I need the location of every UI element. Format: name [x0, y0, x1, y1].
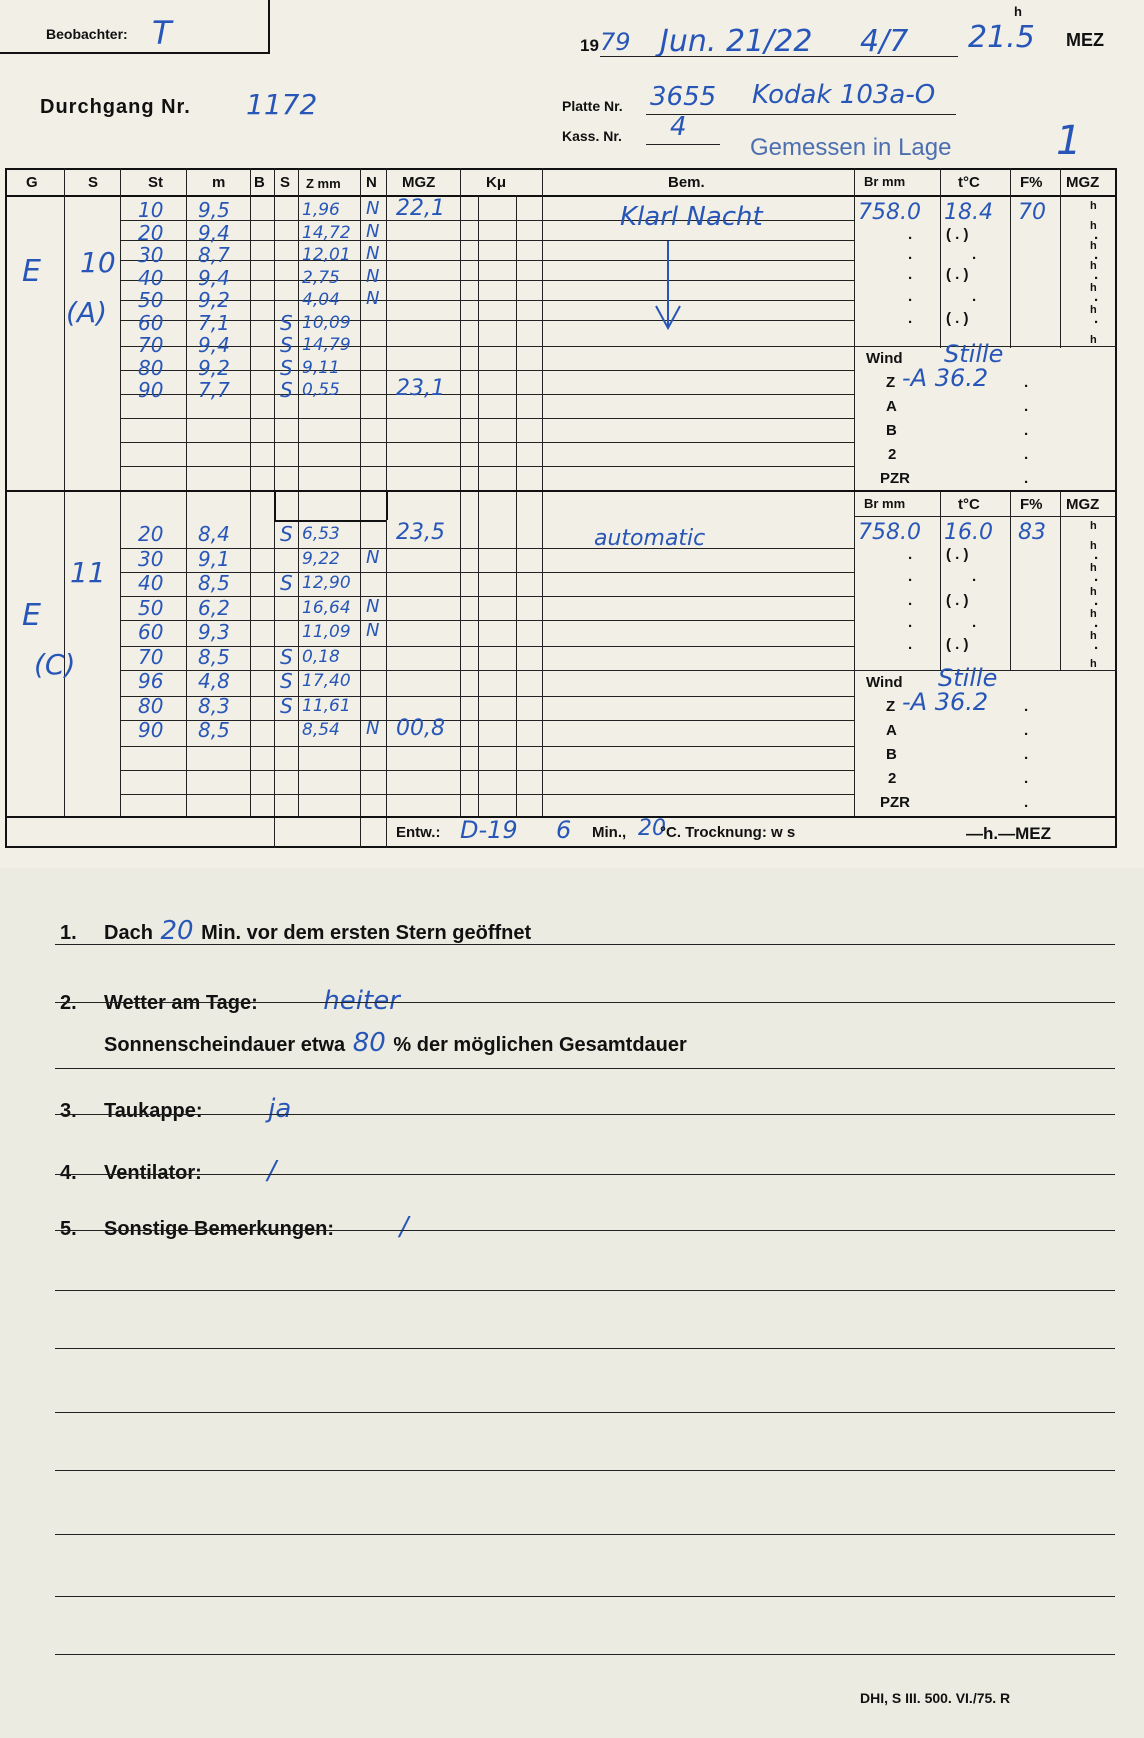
weather-cell-mark: ( . ) — [946, 546, 969, 563]
weather-cell-mark: . — [972, 246, 977, 263]
col-line-mgz — [460, 168, 461, 816]
block1-remark: Klarl Nacht — [620, 202, 763, 232]
weather-cell-mark: h — [1090, 260, 1097, 272]
question-text: Wetter am Tage: — [104, 992, 264, 1014]
cell-n: N — [366, 620, 380, 641]
row-line — [120, 346, 854, 347]
cell-st: 80 — [138, 355, 164, 380]
cell-s: S — [280, 644, 293, 669]
cell-mgz: 22,1 — [396, 196, 445, 221]
wx1-wind-label: Wind — [866, 350, 903, 367]
row-line — [120, 794, 854, 795]
weather-cell-mark: . — [1024, 770, 1029, 787]
cell-s: S — [280, 669, 293, 693]
weather-cell-mark: h — [1090, 608, 1097, 620]
question-text-suffix: % der möglichen Gesamtdauer — [387, 1034, 687, 1056]
plate-value: 3655 — [650, 82, 717, 112]
mez-label: MEZ — [1066, 30, 1104, 50]
cell-z: 9,22 — [302, 548, 340, 569]
wx2-label-a: A — [886, 722, 897, 739]
transit-value: 1172 — [246, 88, 318, 121]
ruled-line — [55, 1230, 1115, 1231]
cell-st: 90 — [138, 718, 164, 742]
wx-col-f — [1010, 168, 1011, 348]
cell-z: 9,11 — [302, 357, 340, 378]
weather-cell-mark: . — [972, 288, 977, 305]
cell-m: 7,7 — [198, 378, 230, 402]
wx1-z-label: Z — [886, 374, 896, 391]
col-line-s — [120, 168, 121, 816]
cell-s: S — [280, 571, 293, 595]
entw-label: Entw.: — [396, 824, 441, 841]
wx2-label-pzr: PZR — [880, 794, 910, 811]
question-answer[interactable]: / — [267, 1156, 277, 1186]
row-line — [120, 720, 854, 721]
cell-n: N — [366, 220, 380, 242]
question-item — [60, 1028, 687, 1058]
question-text-suffix: Min. vor dem ersten Stern geöffnet — [195, 922, 532, 944]
cell-z: 1,96 — [302, 200, 340, 220]
weather-cell-mark: ( . ) — [946, 226, 969, 243]
weather-cell-mark: . — [1024, 698, 1029, 715]
weather-cell-mark: . — [1024, 722, 1029, 739]
question-answer[interactable]: heiter — [323, 986, 400, 1016]
cell-m: 8,5 — [198, 718, 230, 742]
cell-st: 20 — [138, 220, 164, 245]
col-line-k — [542, 168, 543, 816]
col-header-z: Z mm — [306, 176, 341, 191]
block2-remark: automatic — [594, 526, 706, 551]
weather-cell-mark: . — [1094, 592, 1099, 609]
cell-z: 14,79 — [302, 335, 351, 355]
cell-m: 8,5 — [198, 571, 230, 595]
date-value: Jun. 21/22 — [660, 24, 813, 59]
weather-cell-mark: . — [908, 288, 913, 305]
cell-z: 0,55 — [302, 380, 340, 400]
col-line-m — [250, 168, 251, 816]
weather-cell-mark: . — [1094, 288, 1099, 305]
year-suffix: 79 — [600, 28, 631, 56]
weather-cell-mark: . — [908, 636, 913, 653]
cell-z: 12,90 — [302, 573, 351, 593]
weather-cell-mark: . — [908, 246, 913, 263]
cell-z: 10,09 — [302, 312, 351, 333]
observer-value: T — [152, 14, 172, 52]
weather-cell-mark: . — [908, 546, 913, 563]
form-code: DHI, S III. 500. VI./75. R — [860, 1690, 1011, 1706]
cell-st: 60 — [138, 620, 164, 644]
row-line — [120, 280, 854, 281]
cell-st: 20 — [138, 522, 164, 546]
date-underline — [600, 56, 958, 57]
col-line-s2 — [298, 168, 299, 816]
wx2-br: 758.0 — [858, 520, 921, 545]
cell-m: 9,4 — [198, 265, 230, 290]
cell-m: 9,2 — [198, 355, 230, 380]
entw-value: D-19 — [460, 816, 518, 844]
ruled-line — [55, 1654, 1115, 1655]
cell-st: 60 — [138, 310, 164, 335]
cell-st: 50 — [138, 288, 164, 312]
plate-type: Kodak 103a-O — [752, 80, 936, 110]
row-line — [120, 696, 854, 697]
cell-mgz: 00,8 — [396, 716, 445, 741]
cell-st: 90 — [138, 378, 164, 402]
weather-cell-mark: h — [1090, 240, 1097, 252]
row-line — [120, 770, 854, 771]
weather-cell-mark: . — [908, 310, 913, 327]
weather-cell-mark: . — [1024, 746, 1029, 763]
cell-st: 10 — [138, 198, 164, 222]
cell-m: 9,4 — [198, 220, 230, 245]
weather-cell-mark: . — [908, 614, 913, 631]
weather-cell-mark: . — [1094, 568, 1099, 585]
cell-s: S — [280, 522, 293, 546]
wx2-col-f — [1010, 490, 1011, 670]
cell-z: 2,75 — [302, 267, 340, 288]
block-separator — [5, 490, 1117, 492]
down-arrow-icon — [648, 236, 688, 336]
col-line-mgz2 — [478, 195, 479, 816]
question-number: 5. — [60, 1218, 77, 1240]
question-item — [60, 916, 531, 946]
weather-cell-mark: h — [1090, 334, 1097, 346]
question-answer[interactable]: 80 — [352, 1028, 386, 1058]
block1-s-main: 10 — [80, 246, 116, 279]
row-line — [120, 572, 854, 573]
plate-underline — [646, 114, 956, 115]
cell-z: 6,53 — [302, 524, 340, 544]
question-text: Sonnenscheindauer etwa — [104, 1034, 351, 1056]
wx2-label-b: B — [886, 746, 897, 763]
cell-s: S — [280, 333, 293, 357]
cell-s: S — [280, 310, 293, 335]
cell-st: 96 — [138, 669, 164, 693]
temp-value: 20 — [638, 816, 666, 841]
wx1-wind-value: Stille — [944, 340, 1004, 368]
cell-n: N — [366, 546, 380, 568]
weather-cell-mark: . — [1024, 794, 1029, 811]
wx-header-f: F% — [1020, 174, 1043, 191]
question-text: Dach — [104, 922, 159, 944]
ruled-line — [55, 944, 1115, 945]
cell-z: 11,09 — [302, 622, 351, 642]
cell-z: 14,72 — [302, 222, 351, 243]
weather-cell-mark: . — [1024, 398, 1029, 415]
temp-label: °C. Trocknung: w s — [660, 824, 796, 841]
cell-m: 4,8 — [198, 669, 230, 693]
question-item — [60, 986, 400, 1016]
row-line — [120, 300, 854, 301]
row-line — [120, 320, 854, 321]
plate-label: Platte Nr. — [562, 98, 623, 114]
wx1-label-a: A — [886, 398, 897, 415]
weather-cell-mark: . — [1094, 226, 1099, 243]
row-line — [120, 394, 854, 395]
cell-m: 7,1 — [198, 310, 230, 335]
wx1-f: 70 — [1018, 200, 1046, 225]
upper-form-sheet — [0, 0, 1144, 868]
row-line — [120, 746, 854, 747]
entw-min: 6 — [556, 816, 572, 844]
cassette-underline — [646, 144, 720, 145]
cell-m: 9,1 — [198, 546, 230, 571]
weather-cell-mark: h — [1090, 540, 1097, 552]
h-mark: h — [1014, 4, 1022, 19]
block2-g: E — [22, 598, 41, 633]
wx2-z-label: Z — [886, 698, 896, 715]
question-number: 1. — [60, 922, 77, 944]
cell-z: 11,61 — [302, 695, 351, 716]
weather-cell-mark: h — [1090, 562, 1097, 574]
weather-cell-mark: ( . ) — [946, 310, 969, 327]
cell-m: 8,7 — [198, 243, 230, 267]
weather-cell-mark: h — [1090, 658, 1097, 670]
cell-n: N — [366, 265, 380, 287]
cell-n: N — [366, 243, 380, 264]
weather-cell-mark: . — [1094, 310, 1099, 327]
weather-cell-mark: . — [1024, 446, 1029, 463]
weather-cell-mark: . — [1094, 614, 1099, 631]
cell-st: 70 — [138, 644, 164, 669]
wx2-wind-label: Wind — [866, 674, 903, 691]
date-fraction: 4/7 — [860, 24, 909, 59]
cell-z: 0,18 — [302, 646, 340, 667]
cell-s: S — [280, 378, 293, 402]
cell-z: 12,01 — [302, 245, 351, 265]
col-line-bem — [854, 168, 855, 816]
cassette-value: 4 — [670, 112, 687, 142]
weather-cell-mark: h — [1090, 200, 1097, 212]
cell-n: N — [366, 595, 380, 617]
cell-z: 8,54 — [302, 720, 340, 740]
row-line — [120, 260, 854, 261]
weather-cell-mark: . — [1094, 546, 1099, 563]
weather-cell-mark: ( . ) — [946, 592, 969, 609]
ruled-line — [55, 1290, 1115, 1291]
wx2-f: 83 — [1018, 520, 1046, 545]
measured-stamp: Gemessen in Lage — [750, 134, 952, 161]
block-sep-box-l — [274, 490, 276, 520]
block1-s-sub: (A) — [66, 296, 108, 329]
col-header-n: N — [366, 174, 377, 191]
col-header-s2: S — [280, 174, 291, 191]
cell-st: 30 — [138, 243, 164, 267]
ruled-line — [55, 1534, 1115, 1535]
cell-m: 9,3 — [198, 620, 230, 644]
weather-cell-mark: h — [1090, 630, 1097, 642]
cell-m: 9,2 — [198, 288, 230, 312]
cell-st: 30 — [138, 546, 164, 571]
wx1-br: 758.0 — [858, 200, 921, 225]
cell-m: 9,4 — [198, 333, 230, 357]
weather-cell-mark: . — [1094, 636, 1099, 653]
cell-m: 8,3 — [198, 693, 230, 718]
col-header-mgz: MGZ — [402, 174, 436, 191]
wx-header-mgz: MGZ — [1066, 174, 1100, 191]
wx2-wind-value: Stille — [938, 664, 998, 692]
question-number: 3. — [60, 1100, 77, 1122]
end-time: —h.—MEZ — [966, 824, 1051, 843]
wx1-t: 18.4 — [944, 200, 993, 225]
weather-cell-mark: ( . ) — [946, 636, 969, 653]
wx-header-t: t°C — [958, 174, 980, 191]
weather-cell-mark: . — [1024, 422, 1029, 439]
col-header-st: St — [148, 174, 163, 191]
wx1-label-b: B — [886, 422, 897, 439]
cell-st: 40 — [138, 265, 164, 290]
wx2-header-t: t°C — [958, 496, 980, 513]
col-line-mgz3 — [516, 195, 517, 816]
wx2-col-mgz — [1060, 490, 1061, 670]
ruled-line — [55, 1596, 1115, 1597]
questions-page — [0, 868, 1144, 1738]
question-number: 2. — [60, 992, 77, 1014]
col-line-g — [64, 168, 65, 816]
block2-s-sub: (C) — [34, 648, 76, 681]
col-header-s: S — [88, 174, 99, 191]
cell-n: N — [366, 718, 380, 739]
wx2-z-value: -A 36.2 — [902, 688, 989, 716]
min-label: Min., — [592, 824, 627, 841]
wx-col-mgz — [1060, 168, 1061, 348]
col-header-b: B — [254, 174, 265, 191]
row-line — [120, 442, 854, 443]
ruled-line — [55, 1348, 1115, 1349]
wx2-label-2: 2 — [888, 770, 897, 787]
observer-label: Beobachter: — [46, 26, 128, 42]
question-number: 4. — [60, 1162, 77, 1184]
cassette-label: Kass. Nr. — [562, 128, 622, 144]
wx2-header-mgz: MGZ — [1066, 496, 1100, 513]
weather-cell-mark: h — [1090, 586, 1097, 598]
row-line — [120, 646, 854, 647]
cell-mgz: 23,5 — [396, 520, 445, 545]
cell-mgz: 23,1 — [396, 376, 445, 401]
wx2-col-t — [940, 490, 941, 670]
question-text: Sonstige Bemerkungen: — [104, 1218, 340, 1240]
weather-cell-mark: . — [908, 266, 913, 283]
observer-box — [0, 0, 270, 54]
cell-z: 4,04 — [302, 290, 340, 310]
block-sep-box-r — [386, 490, 388, 520]
cell-m: 8,5 — [198, 644, 230, 669]
wx-col-t — [940, 168, 941, 348]
year-prefix: 19 — [580, 36, 599, 55]
row-line — [120, 548, 854, 549]
weather-cell-mark: . — [908, 592, 913, 609]
wx1-z-value: -A 36.2 — [902, 364, 989, 392]
wx1-label-pzr: PZR — [880, 470, 910, 487]
question-text: Taukappe: — [104, 1100, 209, 1122]
weather-cell-mark: . — [1024, 470, 1029, 487]
question-answer[interactable]: ja — [268, 1094, 292, 1124]
cell-s: S — [280, 355, 293, 380]
wx2-header-f: F% — [1020, 496, 1043, 513]
transit-label: Durchgang Nr. — [40, 96, 191, 118]
cell-st: 70 — [138, 333, 164, 357]
cell-m: 9,5 — [198, 198, 230, 222]
time-value: 21.5 — [968, 20, 1035, 55]
weather-cell-mark: . — [908, 568, 913, 585]
measured-stamp-value: 1 — [1056, 118, 1082, 164]
cell-z: 17,40 — [302, 671, 351, 691]
question-answer[interactable]: 20 — [160, 916, 194, 946]
cell-m: 8,4 — [198, 522, 230, 546]
cell-st: 40 — [138, 571, 164, 595]
cell-s: S — [280, 693, 293, 718]
ruled-line — [55, 1002, 1115, 1003]
weather-cell-mark: . — [972, 614, 977, 631]
weather-cell-mark: h — [1090, 282, 1097, 294]
cell-n: N — [366, 198, 380, 219]
ruled-line — [55, 1412, 1115, 1413]
question-item — [60, 1094, 291, 1124]
wx-header-br: Br mm — [864, 174, 906, 189]
row-line — [120, 466, 854, 467]
row-line — [120, 370, 854, 371]
weather-cell-mark: . — [1094, 246, 1099, 263]
weather-cell-mark: h — [1090, 220, 1097, 232]
row-line — [120, 240, 854, 241]
weather-cell-mark: h — [1090, 304, 1097, 316]
row-line — [120, 596, 854, 597]
wx2-t: 16.0 — [944, 520, 993, 545]
col-header-g: G — [26, 174, 38, 191]
col-header-k: Kμ — [486, 174, 507, 191]
ruled-line — [55, 1068, 1115, 1069]
ruled-line — [55, 1470, 1115, 1471]
cell-st: 50 — [138, 595, 164, 620]
weather-cell-mark: . — [972, 568, 977, 585]
block1-g: E — [22, 254, 41, 289]
col-header-m: m — [212, 174, 226, 191]
col-header-bem: Bem. — [668, 174, 705, 191]
weather-cell-mark: h — [1090, 520, 1097, 532]
cell-z: 16,64 — [302, 597, 351, 618]
ruled-line — [55, 1174, 1115, 1175]
question-item — [60, 1156, 276, 1186]
wx1-label-2: 2 — [888, 446, 897, 463]
question-answer[interactable]: / — [399, 1212, 409, 1242]
cell-st: 80 — [138, 693, 164, 718]
wx2-header-br: Br mm — [864, 496, 906, 511]
header-row-line — [5, 195, 1117, 197]
weather-cell-mark: . — [908, 226, 913, 243]
row-line — [120, 418, 854, 419]
wx2-header-line — [854, 516, 1117, 517]
cell-m: 6,2 — [198, 595, 230, 620]
question-text: Ventilator: — [104, 1162, 208, 1184]
weather-cell-mark: ( . ) — [946, 266, 969, 283]
row-line — [120, 670, 854, 671]
row-line — [120, 620, 854, 621]
question-item — [60, 1212, 408, 1242]
weather-cell-mark: . — [1024, 374, 1029, 391]
ruled-line — [55, 1114, 1115, 1115]
col-line-st — [186, 168, 187, 816]
block2-s-main: 11 — [70, 556, 106, 589]
weather-cell-mark: . — [1094, 266, 1099, 283]
cell-n: N — [366, 288, 380, 309]
